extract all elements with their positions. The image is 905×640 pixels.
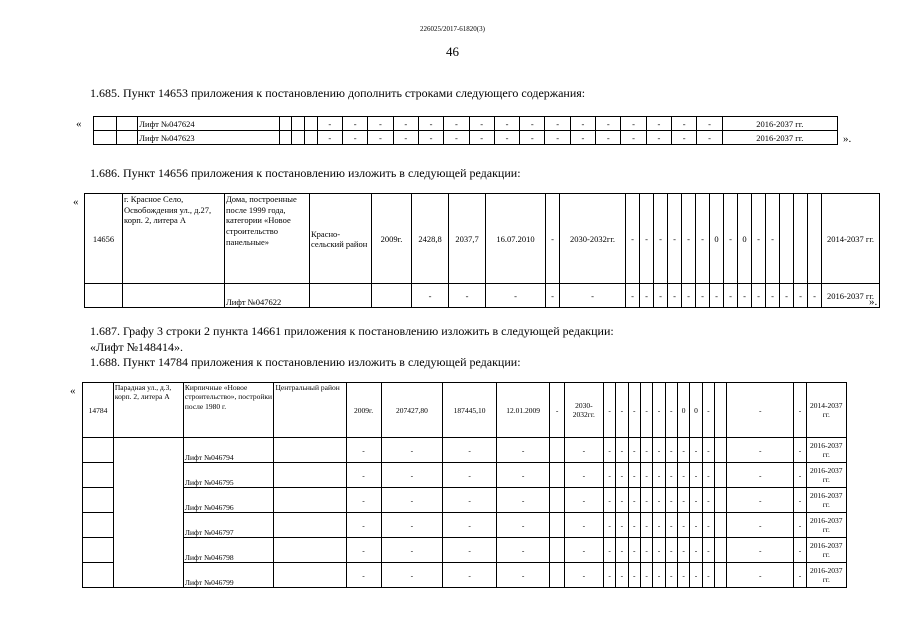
lift-name: Лифт №046794 bbox=[183, 438, 274, 463]
period: 2016-2037 гг. bbox=[806, 488, 846, 513]
open-quote-1: « bbox=[76, 118, 82, 130]
paragraph-1-685: 1.685. Пункт 14653 приложения к постановлению дополнить строками следующего содержания: bbox=[90, 86, 586, 100]
table-row: Лифт №047624 - - - - - - - - - - - - - - - - 2016-2037 гг. bbox=[94, 117, 838, 131]
year: 2009г. bbox=[346, 383, 381, 438]
value: 187445,10 bbox=[443, 383, 497, 438]
table-row: Лифт №047623 - - - - - - - - - - - - - - - - 2016-2037 гг. bbox=[94, 131, 838, 145]
period: 2016-2037 гг. bbox=[806, 538, 846, 563]
paragraph-1-687-value: «Лифт №148414». bbox=[90, 340, 184, 354]
table-14656 bbox=[84, 193, 880, 308]
paragraph-1-686: 1.686. Пункт 14656 приложения к постановлению изложить в следующей редакции: bbox=[90, 166, 521, 180]
year: 2009г. bbox=[372, 194, 412, 284]
lift-name: Лифт №047624 bbox=[138, 117, 279, 131]
table-14653 bbox=[93, 116, 838, 145]
period: 2016-2037 гг. bbox=[806, 463, 846, 488]
period: 2016-2037 гг. bbox=[806, 563, 846, 588]
period: 2030-2032гг. bbox=[564, 383, 603, 438]
district: Красно-сельский район bbox=[310, 194, 372, 284]
period: 2014-2037 гг. bbox=[806, 383, 846, 438]
date: 16.07.2010 bbox=[486, 194, 546, 284]
period: 2016-2037 гг. bbox=[806, 513, 846, 538]
table-row: Лифт №046796 - - - - - - - - - - - - - - - - 2016-2037 гг. bbox=[83, 488, 847, 513]
table-row: Лифт №046794 - - - - - - - - - - - - - - - - 2016-2037 гг. bbox=[83, 438, 847, 463]
lift-name: Лифт №046797 bbox=[183, 513, 274, 538]
period: 2016-2037 гг. bbox=[722, 131, 837, 145]
district: Центральный район bbox=[274, 383, 346, 438]
lift-name: Лифт №047623 bbox=[138, 131, 279, 145]
category: Кирпичные «Новое строительство», постройки после 1980 г. bbox=[183, 383, 274, 438]
period: 2014-2037 гг. bbox=[822, 194, 880, 284]
area: 207427,80 bbox=[381, 383, 443, 438]
table-row: Лифт №047622 - - - - - - - - - - - - - - - - - - - 2016-2037 гг. bbox=[85, 284, 880, 308]
lift-name: Лифт №046798 bbox=[183, 538, 274, 563]
table-row: Лифт №046799 - - - - - - - - - - - - - - - - 2016-2037 гг. bbox=[83, 563, 847, 588]
document-id: 226025/2017-61820(3) bbox=[420, 25, 485, 33]
period: 2030-2032гг. bbox=[560, 194, 626, 284]
close-quote-2: ». bbox=[869, 296, 878, 308]
table-row: 14656 г. Красное Село, Освобождения ул., д.27, корп. 2, литера А Дома, построенные после 1999 года, категории «Новое строительство панельные» Красно-сельский район 2009г. 2428,8 2037,7 16.07.2010 - 2030-2032гг. - - - - - - 0 - 0 - - 2014-2037 гг. bbox=[85, 194, 880, 284]
table-row: Лифт №046795 - - - - - - - - - - - - - - - - 2016-2037 гг. bbox=[83, 463, 847, 488]
item-number: 14784 bbox=[83, 383, 114, 438]
period: 2016-2037 гг. bbox=[822, 284, 880, 308]
paragraph-1-687: 1.687. Графу 3 строки 2 пункта 14661 приложения к постановлению изложить в следующей редакции: bbox=[90, 324, 614, 338]
date: 12.01.2009 bbox=[496, 383, 550, 438]
table-row: 14784 Парадная ул., д.3, корп. 2, литера А Кирпичные «Новое строительство», постройки после 1980 г. Центральный район 2009г. 207427,80 187445,10 12.01.2009 - 2030-2032гг. - - - - - - 0 0 - - - 2014-2037 гг. bbox=[83, 383, 847, 438]
lift-name: Лифт №046796 bbox=[183, 488, 274, 513]
lift-name: Лифт №047622 bbox=[225, 284, 310, 308]
item-number: 14656 bbox=[85, 194, 123, 284]
area: 2428,8 bbox=[412, 194, 449, 284]
address: Парадная ул., д.3, корп. 2, литера А bbox=[113, 383, 183, 438]
category: Дома, построенные после 1999 года, категории «Новое строительство панельные» bbox=[225, 194, 310, 284]
address: г. Красное Село, Освобождения ул., д.27, корп. 2, литера А bbox=[123, 194, 225, 284]
table-row: Лифт №046798 - - - - - - - - - - - - - - - - 2016-2037 гг. bbox=[83, 538, 847, 563]
table-14784 bbox=[82, 382, 847, 588]
lift-name: Лифт №046795 bbox=[183, 463, 274, 488]
table-row: Лифт №046797 - - - - - - - - - - - - - - - - 2016-2037 гг. bbox=[83, 513, 847, 538]
page-number: 46 bbox=[446, 44, 459, 59]
close-quote-1: ». bbox=[843, 133, 852, 145]
value: 2037,7 bbox=[449, 194, 486, 284]
open-quote-2: « bbox=[73, 196, 79, 208]
paragraph-1-688: 1.688. Пункт 14784 приложения к постановлению изложить в следующей редакции: bbox=[90, 355, 521, 369]
period: 2016-2037 гг. bbox=[722, 117, 837, 131]
open-quote-3: « bbox=[70, 385, 76, 397]
lift-name: Лифт №046799 bbox=[183, 563, 274, 588]
period: 2016-2037 гг. bbox=[806, 438, 846, 463]
